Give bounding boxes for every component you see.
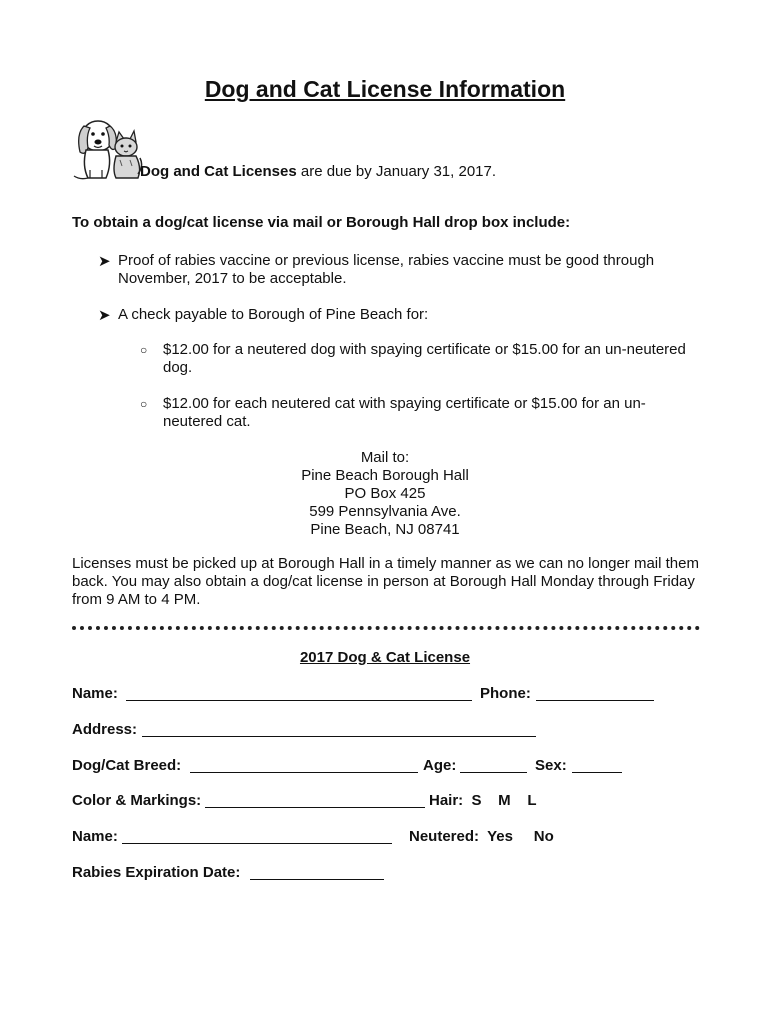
mail-address-line: PO Box 425	[344, 485, 426, 502]
owner-name-label: Name:	[72, 828, 118, 845]
due-notice-text: are due by January 31, 2017.	[296, 163, 497, 180]
mail-address-line: Pine Beach Borough Hall	[301, 467, 469, 484]
arrow-bullet-icon: ➤	[98, 307, 111, 324]
mail-address-line: Pine Beach, NJ 08741	[310, 521, 460, 538]
circle-bullet-icon: ○	[140, 343, 148, 357]
due-notice-bold: Dog and Cat Licenses	[140, 163, 297, 180]
circle-bullet-icon: ○	[140, 397, 148, 411]
arrow-bullet-icon: ➤	[98, 253, 111, 270]
breed-field[interactable]	[190, 772, 418, 773]
bullet-rabies-vaccine: Proof of rabies vaccine or previous license, rabies vaccine must be good through November, 2017 to be acceptable.	[118, 252, 655, 287]
fee-dog: $12.00 for a neutered dog with spaying certificate or $15.00 for an un-neutered dog.	[163, 341, 686, 376]
breed-label: Dog/Cat Breed:	[72, 757, 182, 774]
form-title: 2017 Dog & Cat License	[299, 649, 471, 666]
sex-label: Sex:	[535, 757, 567, 774]
address-label: Address:	[72, 721, 138, 738]
address-field[interactable]	[142, 736, 536, 737]
age-field[interactable]	[460, 772, 527, 773]
sex-field[interactable]	[572, 772, 622, 773]
page-title: Dog and Cat License Information	[204, 76, 566, 102]
pickup-note: Licenses must be picked up at Borough Hall in a timely manner as we can no longer mail them back. You may also obtain a dog/cat license in person at Borough Hall Monday through Friday from 9 AM to 4 PM.	[72, 555, 699, 608]
phone-field[interactable]	[536, 700, 654, 701]
age-label: Age:	[423, 757, 457, 774]
bullet-check-payable: A check payable to Borough of Pine Beach for:	[118, 306, 429, 323]
name-field[interactable]	[126, 700, 472, 701]
fee-cat: $12.00 for each neutered cat with spaying certificate or $15.00 for an un-neutered cat.	[163, 395, 646, 430]
mail-address-line: 599 Pennsylvania Ave.	[309, 503, 461, 520]
neutered-options[interactable]: Neutered: Yes No	[409, 828, 554, 845]
rabies-expiration-label: Rabies Expiration Date:	[72, 864, 241, 881]
hair-options[interactable]: Hair: S M L	[429, 792, 537, 809]
name-label: Name:	[72, 685, 118, 702]
instructions-heading: To obtain a dog/cat license via mail or Borough Hall drop box include:	[72, 214, 571, 231]
rabies-expiration-field[interactable]	[250, 879, 384, 880]
dotted-divider	[72, 626, 700, 630]
color-markings-field[interactable]	[205, 807, 425, 808]
dog-and-cat-clipart	[72, 114, 144, 182]
phone-label: Phone:	[480, 685, 531, 702]
due-date-notice	[140, 163, 496, 180]
mail-to-label: Mail to:	[360, 449, 410, 466]
mailing-address	[0, 449, 770, 539]
color-markings-label: Color & Markings:	[72, 792, 202, 809]
owner-name-field[interactable]	[122, 843, 392, 844]
